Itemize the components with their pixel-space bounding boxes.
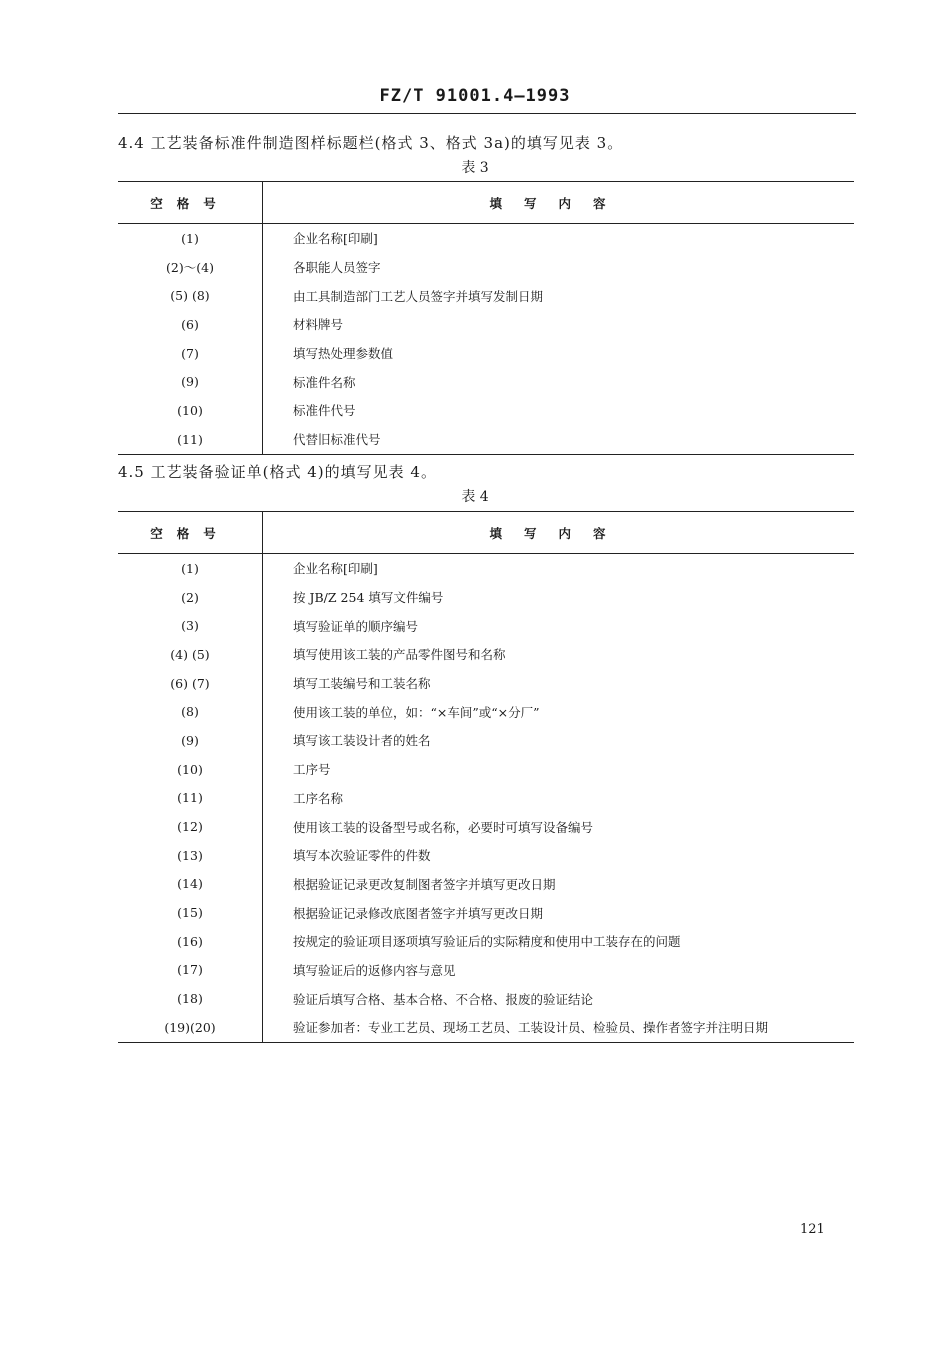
field-no-cell: (9): [118, 367, 263, 396]
content-cell: 使用该工装的设备型号或名称，必要时可填写设备编号: [293, 819, 594, 835]
header-rule: [118, 113, 856, 114]
table-row: [118, 784, 854, 813]
table-row: [118, 870, 854, 899]
table-row: [118, 640, 854, 669]
field-no-cell: (19)(20): [118, 1013, 263, 1042]
field-no-cell: (1): [118, 224, 263, 253]
content-cell: 工序名称: [293, 790, 344, 806]
table-row: [118, 224, 854, 253]
content-cell: 材料牌号: [293, 317, 344, 333]
content-cell: 填写热处理参数值: [293, 346, 394, 362]
table-row: [118, 1013, 854, 1042]
table-row: [118, 611, 854, 640]
content-cell: 工序号: [293, 762, 331, 778]
field-no-cell: (3): [118, 611, 263, 640]
table-row: [118, 339, 854, 368]
field-no-cell: (4) (5): [118, 640, 263, 669]
field-no-cell: (18): [118, 984, 263, 1013]
field-no-cell: (7): [118, 339, 263, 368]
content-cell: 代替旧标准代号: [293, 432, 381, 448]
content-cell: 填写该工装设计者的姓名: [293, 733, 431, 749]
field-no-cell: (10): [118, 755, 263, 784]
table-row: [118, 956, 854, 985]
table-row: [118, 984, 854, 1013]
standard-code: FZ/T 91001.4—1993: [379, 86, 571, 106]
content-cell: 企业名称[印刷]: [293, 231, 378, 247]
field-no-cell: (1): [118, 554, 263, 583]
table-row: [118, 253, 854, 282]
table-4-header-row: [118, 512, 854, 554]
table-row: [118, 281, 854, 310]
table-3: [118, 181, 854, 455]
field-no-cell: (8): [118, 697, 263, 726]
field-no-cell: (12): [118, 812, 263, 841]
field-no-cell: (13): [118, 841, 263, 870]
content-cell: 验证参加者：专业工艺员、现场工艺员、工装设计员、检验员、操作者签字并注明日期: [293, 1020, 769, 1036]
field-no-cell: (17): [118, 956, 263, 985]
field-no-cell: (11): [118, 784, 263, 813]
column-header-content: 填写内容: [489, 195, 628, 211]
content-cell: 填写工装编号和工装名称: [293, 676, 431, 692]
table-3-header-row: [118, 182, 854, 224]
field-no-cell: (10): [118, 396, 263, 425]
content-cell: 企业名称[印刷]: [293, 561, 378, 577]
field-no-cell: (6): [118, 310, 263, 339]
field-no-cell: (11): [118, 425, 263, 454]
table-row: [118, 425, 854, 454]
column-header-field-no: 空格号: [118, 182, 263, 224]
content-cell: 标准件名称: [293, 374, 356, 390]
page-number: 121: [800, 1222, 825, 1237]
table-row: [118, 396, 854, 425]
section-4-4-heading: 4.4 工艺装备标准件制造图样标题栏(格式 3、格式 3a)的填写见表 3。: [118, 134, 624, 152]
table-4: [118, 511, 854, 1043]
column-header-field-no: 空格号: [118, 512, 263, 554]
field-no-cell: (2): [118, 583, 263, 612]
table-row: [118, 669, 854, 698]
field-no-cell: (15): [118, 898, 263, 927]
table-row: [118, 310, 854, 339]
table-row: [118, 812, 854, 841]
table-row: [118, 841, 854, 870]
content-cell: 填写验证单的顺序编号: [293, 618, 419, 634]
content-cell: 标准件代号: [293, 403, 356, 419]
table-row: [118, 583, 854, 612]
content-cell: 填写本次验证零件的件数: [293, 848, 431, 864]
section-4-5-heading: 4.5 工艺装备验证单(格式 4)的填写见表 4。: [118, 463, 437, 481]
field-no-cell: (6) (7): [118, 669, 263, 698]
field-no-cell: (5) (8): [118, 281, 263, 310]
table-row: [118, 726, 854, 755]
content-cell: 按 JB/Z 254 填写文件编号: [293, 590, 444, 606]
table-row: [118, 898, 854, 927]
content-cell: 填写验证后的返修内容与意见: [293, 962, 456, 978]
content-cell: 验证后填写合格、基本合格、不合格、报废的验证结论: [293, 991, 594, 1007]
content-cell: 按规定的验证项目逐项填写验证后的实际精度和使用中工装存在的问题: [293, 934, 681, 950]
field-no-cell: (16): [118, 927, 263, 956]
content-cell: 填写使用该工装的产品零件图号和名称: [293, 647, 506, 663]
table-3-caption: 表 3: [461, 160, 489, 176]
table-row: [118, 367, 854, 396]
table-row: [118, 927, 854, 956]
column-header-content: 填写内容: [489, 525, 628, 541]
content-cell: 根据验证记录修改底图者签字并填写更改日期: [293, 905, 544, 921]
field-no-cell: (9): [118, 726, 263, 755]
content-cell: 使用该工装的单位，如：“×车间”或“×分厂”: [293, 704, 540, 720]
table-row: [118, 554, 854, 583]
content-cell: 根据验证记录更改复制图者签字并填写更改日期: [293, 876, 556, 892]
table-4-caption: 表 4: [461, 489, 489, 505]
table-row: [118, 755, 854, 784]
field-no-cell: (14): [118, 870, 263, 899]
table-row: [118, 697, 854, 726]
content-cell: 由工具制造部门工艺人员签字并填写发制日期: [293, 288, 544, 304]
content-cell: 各职能人员签字: [293, 260, 381, 276]
field-no-cell: (2)～(4): [118, 253, 263, 282]
